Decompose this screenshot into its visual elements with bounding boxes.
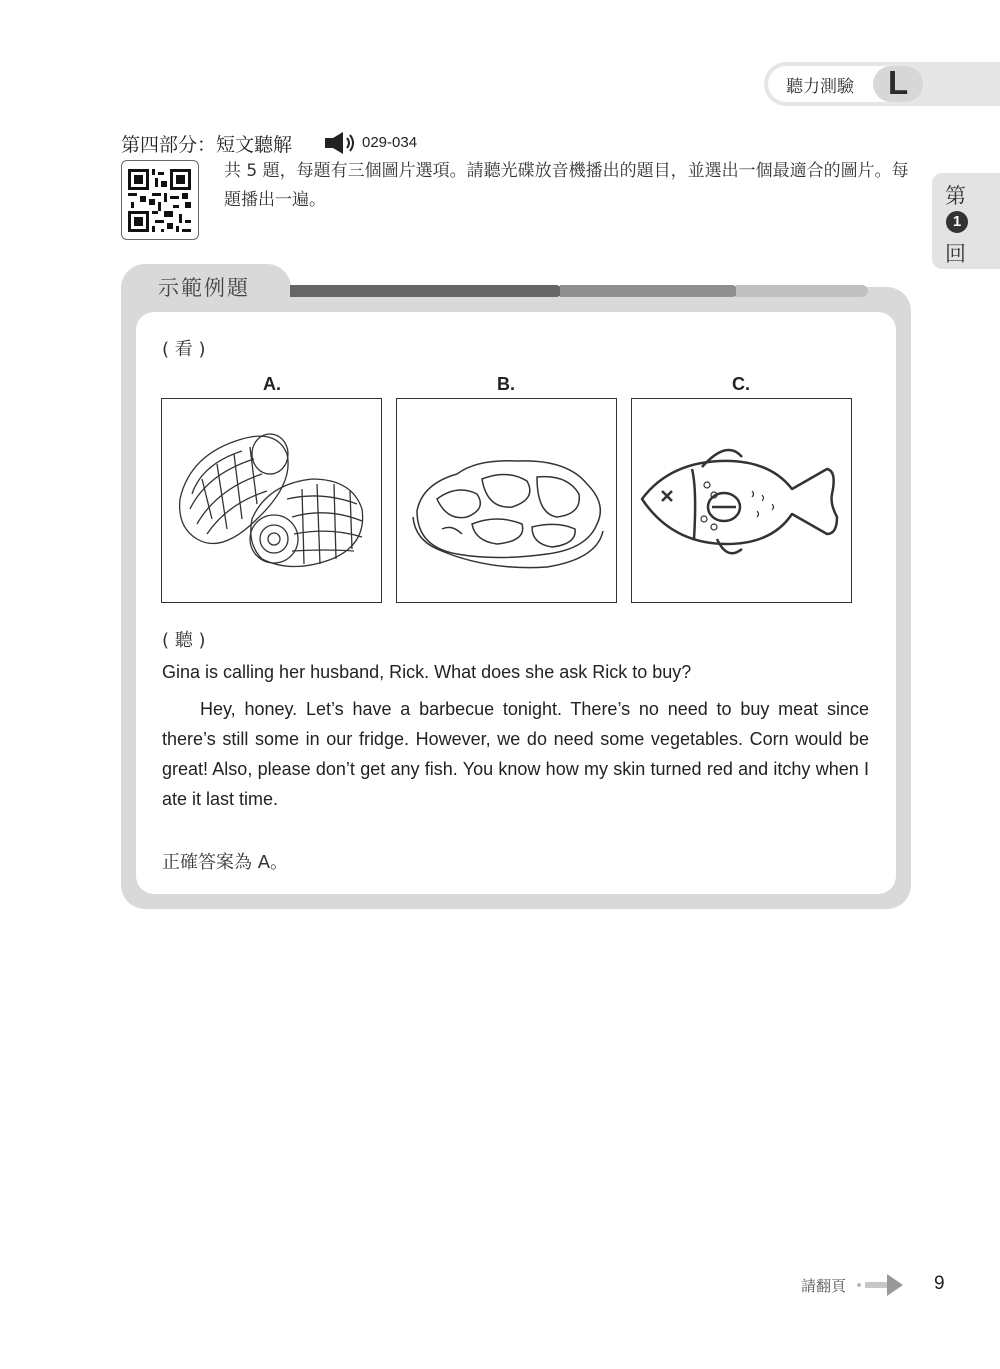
decor-bar-mid xyxy=(560,285,738,297)
fish-image xyxy=(632,399,851,602)
side-tab-number: 1 xyxy=(946,211,968,233)
option-c-label: C. xyxy=(732,374,750,394)
option-a-box xyxy=(161,398,382,603)
decor-bar-light xyxy=(736,285,868,297)
arrow-right-icon xyxy=(855,1272,907,1298)
look-label: ( 看 ) xyxy=(162,339,206,360)
listen-label: ( 聽 ) xyxy=(162,630,206,651)
example-tab-label: 示範例題 xyxy=(158,276,250,300)
steak-image xyxy=(397,399,616,602)
qr-code-pattern xyxy=(122,162,197,239)
instructions: 共 5 題，每題有三個圖片選項。請聽光碟放音機播出的題目，並選出一個最適合的圖片。每題播出一遍。 xyxy=(224,161,909,210)
speaker-icon xyxy=(325,132,357,154)
side-tab-bottom: 回 xyxy=(945,242,966,266)
question-text: Gina is calling her husband, Rick. What does she ask Rick to buy? xyxy=(162,662,692,682)
option-c-box xyxy=(631,398,852,603)
option-a-label: A. xyxy=(263,374,281,394)
side-tab-top: 第 xyxy=(945,184,966,208)
part-title: 第四部分：短文聽解 xyxy=(121,134,293,156)
option-b-label: B. xyxy=(497,374,515,394)
corn-image xyxy=(162,399,381,602)
option-b-box xyxy=(396,398,617,603)
qr-code[interactable] xyxy=(121,160,199,240)
track-number: 029-034 xyxy=(362,134,418,151)
decor-bar-dark xyxy=(290,285,562,297)
turn-page-label: 請翻頁 xyxy=(801,1277,847,1295)
section-letter: L xyxy=(888,64,909,101)
section-title: 聽力測驗 xyxy=(786,77,854,97)
page-number: 9 xyxy=(934,1273,945,1294)
passage-text: Hey, honey. Let’s have a barbecue tonight. There’s no need to buy meat since there’s still some in our fridge. However, we do need some vegetables. Corn would be great! Also, please don’t get any fish. You know how my skin turned red and itchy when I ate it last time. xyxy=(162,699,869,809)
answer-text: 正確答案為 A。 xyxy=(162,852,289,873)
